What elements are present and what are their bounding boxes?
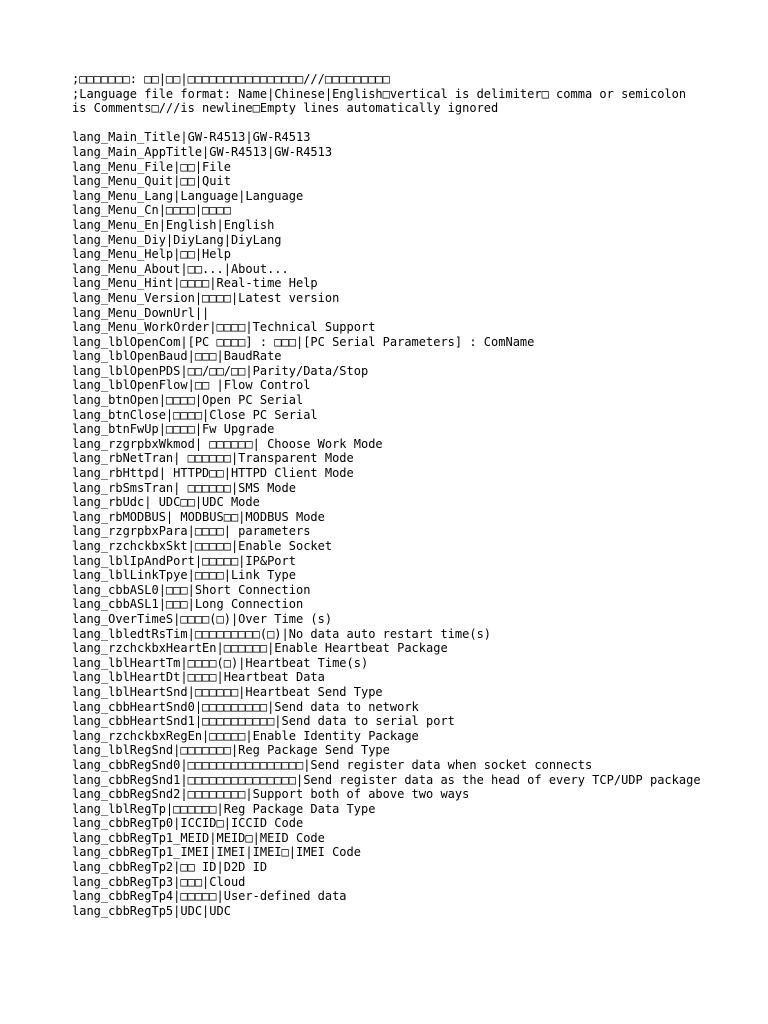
- entry-line: lang_Menu_Version|□□□□|Latest version: [72, 290, 340, 305]
- entry-line: lang_cbbHeartSnd0|□□□□□□□□□|Send data to network: [72, 699, 419, 714]
- entry-line: lang_Menu_Help|□□|Help: [72, 247, 231, 262]
- entry-line: lang_lblRegSnd|□□□□□□□|Reg Package Send Type: [72, 743, 390, 758]
- entry-line: lang_Main_Title|GW-R4513|GW-R4513: [72, 130, 311, 145]
- entry-line: lang_Menu_About|□□...|About...: [72, 261, 289, 276]
- entry-line: lang_rbHttpd| HTTPD□□|HTTPD Client Mode: [72, 466, 354, 481]
- header-format-line: ;Language file format: Name|Chinese|English□vertical is delimiter□ comma or semicolon is Comments□///is newline□Empty lines automatically ignored: [72, 86, 694, 116]
- entry-line: lang_Menu_File|□□|File: [72, 159, 231, 174]
- entry-list: [72, 130, 702, 918]
- entry-line: lang_rbMODBUS| MODBUS□□|MODBUS Mode: [72, 509, 325, 524]
- entry-line: lang_rzchckbxRegEn|□□□□□|Enable Identity Package: [72, 728, 419, 743]
- header-comment-line: ;□□□□□□□: □□|□□|□□□□□□□□□□□□□□□□///□□□□□□□□□: [72, 72, 390, 86]
- entry-line: lang_cbbRegTp1_IMEI|IMEI|IMEI□|IMEI Code: [72, 845, 361, 860]
- entry-line: lang_lblOpenPDS|□□/□□/□□|Parity/Data/Stop: [72, 363, 369, 378]
- entry-line: lang_cbbASL0|□□□|Short Connection: [72, 582, 311, 597]
- entry-line: lang_rbUdc| UDC□□|UDC Mode: [72, 495, 260, 510]
- entry-line: lang_cbbRegTp0|ICCID□|ICCID Code: [72, 816, 304, 831]
- entry-line: lang_btnOpen|□□□□|Open PC Serial: [72, 393, 304, 408]
- entry-line: lang_cbbRegSnd0|□□□□□□□□□□□□□□□□|Send register data when socket connects: [72, 757, 593, 772]
- entry-line: lang_cbbRegTp4|□□□□□|User-defined data: [72, 889, 347, 904]
- entry-line: lang_Menu_Cn|□□□□|□□□□: [72, 203, 231, 218]
- entry-line: lang_rbSmsTran| □□□□□□|SMS Mode: [72, 480, 296, 495]
- entry-line: lang_rzgrpbxWkmod| □□□□□□| Choose Work Mode: [72, 436, 383, 451]
- entry-line: lang_cbbRegTp3|□□□|Cloud: [72, 874, 246, 889]
- entry-line: lang_btnFwUp|□□□□|Fw Upgrade: [72, 422, 275, 437]
- entry-line: lang_cbbRegSnd2|□□□□□□□□|Support both of above two ways: [72, 787, 470, 802]
- entry-line: lang_btnClose|□□□□|Close PC Serial: [72, 407, 318, 422]
- entry-line: lang_rzgrpbxPara|□□□□| parameters: [72, 524, 311, 539]
- entry-line: lang_Menu_WorkOrder|□□□□|Technical Support: [72, 320, 376, 335]
- language-file-document: [72, 72, 702, 918]
- entry-line: lang_lblRegTp|□□□□□□|Reg Package Data Type: [72, 801, 376, 816]
- entry-line: lang_cbbHeartSnd1|□□□□□□□□□□|Send data to serial port: [72, 714, 455, 729]
- entry-line: lang_cbbRegTp5|UDC|UDC: [72, 903, 231, 918]
- entry-line: lang_lblHeartDt|□□□□|Heartbeat Data: [72, 670, 325, 685]
- entry-line: lang_Main_AppTitle|GW-R4513|GW-R4513: [72, 144, 333, 159]
- entry-line: lang_lblHeartTm|□□□□(□)|Heartbeat Time(s): [72, 655, 369, 670]
- entry-line: lang_lblOpenBaud|□□□|BaudRate: [72, 349, 282, 364]
- entry-line: lang_Menu_Lang|Language|Language: [72, 188, 304, 203]
- entry-line: lang_lblOpenFlow|□□ |Flow Control: [72, 378, 311, 393]
- file-header: [72, 72, 702, 116]
- entry-line: lang_cbbASL1|□□□|Long Connection: [72, 597, 304, 612]
- entry-line: lang_cbbRegTp2|□□ ID|D2D ID: [72, 860, 268, 875]
- entry-line: lang_lblOpenCom|[PC □□□□] : □□□|[PC Serial Parameters] : ComName: [72, 334, 535, 349]
- entry-line: lang_lbledtRsTim|□□□□□□□□□(□)|No data auto restart time(s): [72, 626, 492, 641]
- entry-line: lang_Menu_En|English|English: [72, 217, 275, 232]
- blank-line: [72, 116, 702, 131]
- entry-line: lang_Menu_DownUrl||: [72, 305, 210, 320]
- entry-line: lang_Menu_Diy|DiyLang|DiyLang: [72, 232, 282, 247]
- entry-line: lang_cbbRegTp1_MEID|MEID□|MEID Code: [72, 830, 325, 845]
- entry-line: lang_lblHeartSnd|□□□□□□|Heartbeat Send Type: [72, 684, 383, 699]
- entry-line: lang_rzchckbxHeartEn|□□□□□□|Enable Heartbeat Package: [72, 641, 448, 656]
- entry-line: lang_Menu_Quit|□□|Quit: [72, 174, 231, 189]
- entry-line: lang_rzchckbxSkt|□□□□□|Enable Socket: [72, 539, 333, 553]
- entry-line: lang_lblLinkTpye|□□□□|Link Type: [72, 568, 296, 583]
- entry-line: lang_Menu_Hint|□□□□|Real-time Help: [72, 276, 318, 291]
- entry-line: lang_OverTimeS|□□□□(□)|Over Time (s): [72, 611, 333, 626]
- entry-line: lang_rbNetTran| □□□□□□|Transparent Mode: [72, 451, 354, 466]
- entry-line: lang_lblIpAndPort|□□□□□|IP&Port: [72, 553, 296, 568]
- entry-line: lang_cbbRegSnd1|□□□□□□□□□□□□□□□|Send register data as the head of every TCP/UDP package: [72, 772, 701, 787]
